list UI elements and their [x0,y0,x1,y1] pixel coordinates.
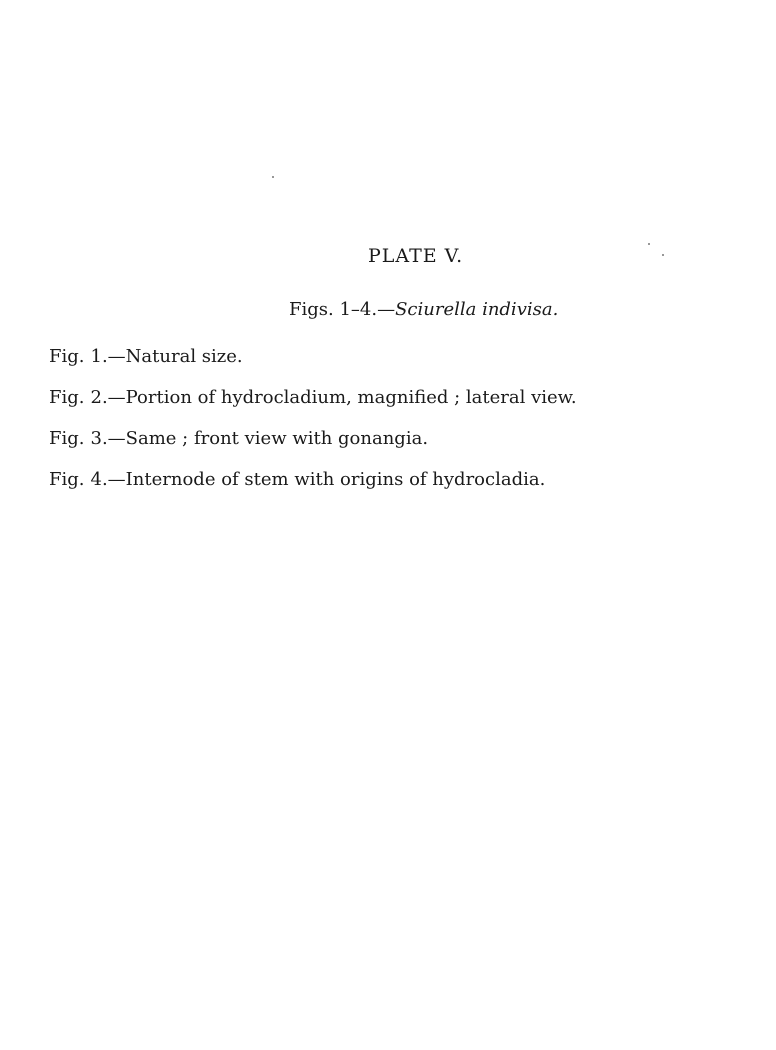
figure-caption-3 [49,425,577,453]
figure-description: 4.—Internode of stem with origins of hydrocladia. [90,469,546,490]
figure-label: Fig. [49,387,85,408]
figure-label: Fig. [49,346,85,367]
figure-caption-4 [49,466,577,494]
plate-subtitle [289,299,558,320]
figure-label: Fig. [49,428,85,449]
figure-label: Fig. [49,469,85,490]
figure-list [49,343,577,507]
figure-description: 1.—Natural size. [90,346,243,367]
figure-description: 2.—Portion of hydrocladium, magnified ; lateral view. [90,387,577,408]
species-name: Sciurella indivisa. [395,299,559,320]
print-speck [648,243,650,245]
figure-caption-2 [49,384,577,412]
figure-caption-1 [49,343,577,371]
print-speck [272,176,274,178]
figure-description: 3.—Same ; front view with gonangia. [90,428,429,449]
print-speck [662,254,664,256]
subtitle-prefix: Figs. 1–4.— [289,299,396,320]
plate-title: PLATE V. [368,245,464,267]
